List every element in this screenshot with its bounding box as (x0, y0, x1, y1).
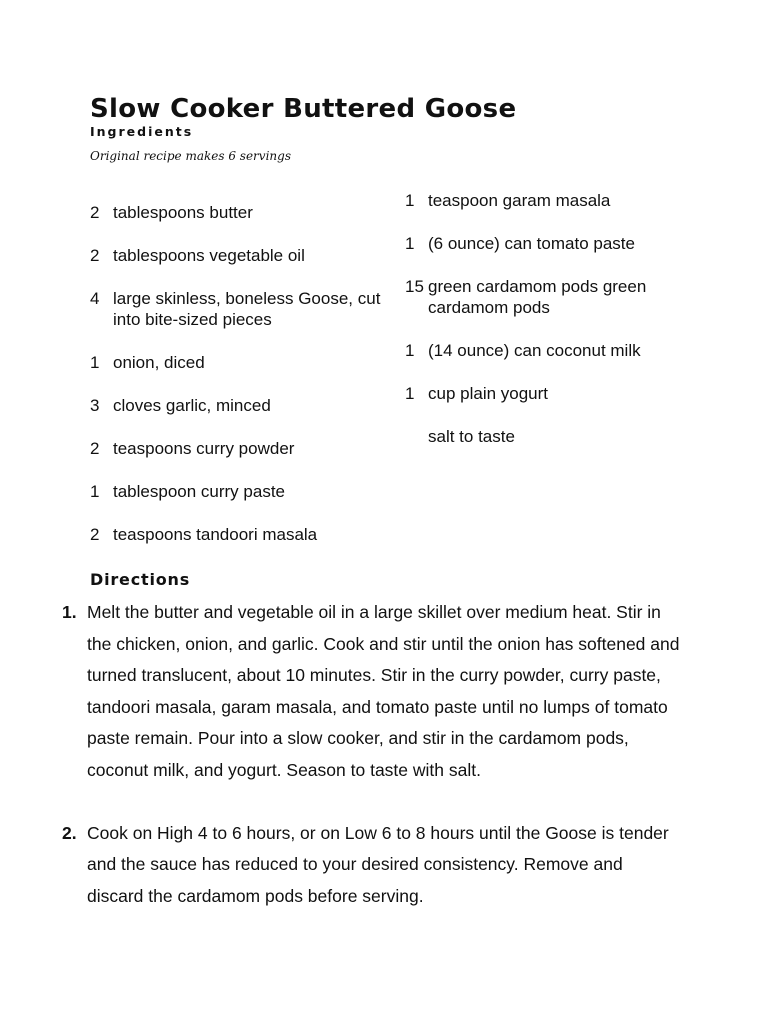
ingredient-item (405, 190, 705, 211)
step-text: Melt the butter and vegetable oil in a large skillet over medium heat. Stir in the chicken, onion, and garlic. Cook and stir until the onion has softened and turned translucent, about 10 minutes. Stir in the curry powder, curry paste, tandoori masala, garam masala, and tomato paste until no lumps of tomato paste remain. Pour into a slow cooker, and stir in the cardamom pods, coconut milk, and yogurt. Season to taste with salt. (87, 602, 680, 780)
ingredient-name: cloves garlic, minced (113, 396, 271, 415)
direction-step (62, 818, 682, 913)
step-text: Cook on High 4 to 6 hours, or on Low 6 to 8 hours until the Goose is tender and the sauce has reduced to your desired consistency. Remove and discard the cardamom pods before serving. (87, 822, 669, 906)
ingredient-quantity: 2 (90, 525, 100, 544)
ingredients-list-left (90, 202, 390, 567)
ingredient-name: (6 ounce) can tomato paste (428, 234, 635, 253)
ingredient-name: tablespoon curry paste (113, 482, 285, 501)
ingredient-name: green cardamom pods green cardamom pods (428, 277, 647, 317)
ingredient-name: cup plain yogurt (428, 384, 549, 403)
ingredient-name: onion, diced (113, 353, 205, 372)
ingredient-name: teaspoons curry powder (113, 439, 295, 458)
ingredient-name: large skinless, boneless Goose, cut into bite-sized pieces (113, 289, 381, 329)
recipe-title: Slow Cooker Buttered Goose (90, 94, 517, 124)
ingredient-item (90, 245, 390, 266)
ingredients-list-right (405, 190, 705, 469)
ingredient-name: salt to taste (428, 427, 515, 446)
ingredient-name: tablespoons vegetable oil (113, 246, 305, 265)
ingredients-heading: Ingredients (90, 124, 194, 139)
ingredient-name: (14 ounce) can coconut milk (428, 341, 641, 360)
ingredient-name: tablespoons butter (113, 203, 253, 222)
ingredient-item (90, 352, 390, 373)
ingredient-quantity: 2 (90, 203, 100, 222)
ingredient-quantity: 2 (90, 439, 100, 458)
ingredient-quantity: 1 (405, 384, 415, 403)
directions-heading: Directions (90, 570, 191, 589)
ingredient-item (90, 438, 390, 459)
ingredient-item (90, 288, 390, 330)
ingredient-item (90, 395, 390, 416)
ingredient-item (405, 233, 705, 254)
ingredient-item (90, 524, 390, 545)
ingredient-quantity: 4 (90, 289, 100, 308)
ingredient-quantity: 1 (405, 234, 415, 253)
step-number: 1. (62, 602, 77, 622)
ingredient-quantity: 1 (405, 341, 415, 360)
directions-list (62, 597, 682, 943)
ingredient-item (405, 276, 705, 318)
ingredient-item (405, 340, 705, 361)
ingredient-quantity: 1 (405, 191, 415, 210)
ingredient-name: teaspoon garam masala (428, 191, 611, 210)
ingredient-quantity: 15 (405, 277, 424, 296)
direction-step (62, 597, 682, 787)
ingredient-quantity: 2 (90, 246, 100, 265)
ingredient-name: teaspoons tandoori masala (113, 525, 318, 544)
servings-note: Original recipe makes 6 servings (90, 149, 291, 163)
ingredient-quantity: 3 (90, 396, 100, 415)
ingredient-quantity: 1 (90, 353, 100, 372)
step-number: 2. (62, 822, 77, 843)
ingredient-item (90, 202, 390, 223)
ingredient-quantity: 1 (90, 482, 100, 501)
ingredient-item (405, 383, 705, 404)
ingredient-item (90, 481, 390, 502)
ingredient-item (405, 426, 705, 447)
